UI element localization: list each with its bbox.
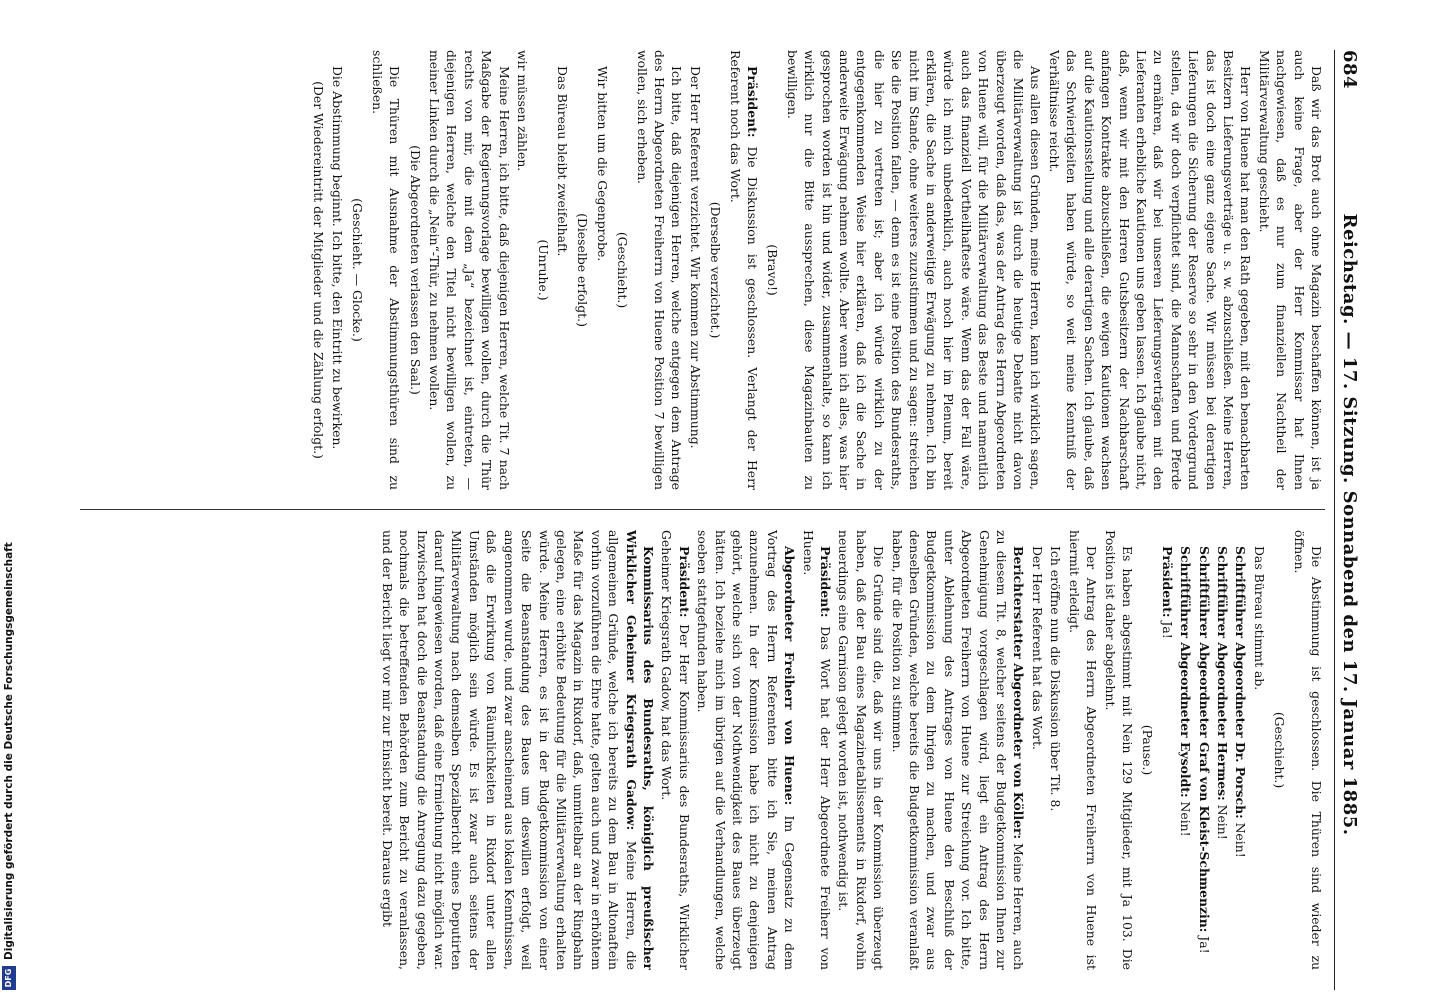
stage-direction: (Pause.) — [1140, 724, 1156, 776]
speaker-name: Präsident: — [818, 546, 834, 618]
credit-text: Digitalisierung gefördert durch die Deutsche Forschungsgemeinschaft — [3, 542, 15, 960]
dfg-logo: DFG — [2, 966, 16, 990]
text-paragraph: Die Abstimmung beginnt. Ich bitte, den Eintritt zu bewirken. — [330, 66, 346, 450]
speaker-name: Präsident: — [745, 66, 760, 138]
page-title: Reichstag. — 17. Sitzung. Sonnabend den 17. Januar 1885. — [1339, 213, 1361, 836]
text-paragraph: Wir bitten um die Gegenprobe. — [594, 66, 610, 262]
speech-text: Das Wort hat der Herr Abgeordnete Freiherr von Huene. — [800, 530, 834, 970]
text-paragraph: Das Büreau stimmt ab. — [1251, 546, 1267, 691]
speech-text: Meine Herren, auch zu diesem Tit. 8, welcher seitens der Budgetkommission Ihnen zur Genehmigung vorgeschlagen wird, liegt ein Antrag des Herrn Abgeordneten Freiherrn von Huene zur Streichung vor. Ich bitte, unter Ablehnung des Antrages von Huene den Beschluß der Budgetkommission zu dem Ihrigen zu machen, und zwar aus denselben Gründen, welche bereits die Budgetkommission veranlaßt haben, für die Position zu stimmen. — [889, 530, 1027, 970]
text-paragraph: Herr von Huene hat man den Rath gegeben, mit den benachbarten Besitzern Lieferungsverträge u. s. w. abzuschließen. Meine Herren, das ist doch eine ganz eigene Sache. Wir müssen bei derartigen Lieferungen die Sicherung der Reserve so sehr in den Vordergrund stellen, da wir doch verpflichtet sind, die Mannschaften und Pferde zu ernähren, daß wir bei unseren Lieferungsverträgen mit den Lieferanten erhebliche Kautionen uns geben lassen. Ich glaube nicht, daß, wenn wir mit den Herren Gutsbesitzern der Nachbarschaft anfangen Kontrakte abzuschließen, die ewigen Kautionen wachsen auf die Kautionsstellung und alle derartigen Sachen. Ich glaube, daß das Schwierigkeiten haben würde, so weit meine Kenntniß der Verhältnisse reicht. — [1046, 50, 1254, 490]
digitization-credit — [2, 542, 16, 990]
speech-text: Der Herr Kommissarius des Bundesraths, Wirklicher Geheimer Kriegsrath Gadow, hat das Wort. — [659, 530, 692, 970]
stage-direction: (Unruhe.) — [535, 239, 551, 301]
speaker-name: Präsident: — [1159, 546, 1175, 618]
stage-direction: (Der Wiedereintritt der Mitglieder und die Zählung erfolgt.) — [310, 81, 326, 459]
speaker-name: Abgeordneter Freiherr von Huene: — [782, 546, 798, 806]
speech-paragraph — [1158, 530, 1175, 970]
text-paragraph: Ich eröffne nun die Diskussion über Tit. 8. — [1048, 546, 1064, 812]
speech-paragraph — [1214, 530, 1231, 970]
text-paragraph: Das Büreau bleibt zweifelhaft. — [554, 66, 570, 257]
speech-paragraph — [799, 530, 834, 970]
text-paragraph: Ich bitte, daß diejenigen Herren, welche entgegen dem Antrage des Herrn Abgeordneten Freiherrn von Huene Position 7 bewilligen wollen, sich erheben. — [634, 50, 685, 490]
speech-paragraph — [658, 530, 693, 970]
speech-text: Die Diskussion ist geschlossen. Verlangt der Herr Referent noch das Wort. — [727, 50, 760, 490]
speech-paragraph — [1232, 530, 1249, 970]
text-paragraph: Aus allen diesen Gründen, meine Herren, kann ich wirklich sagen, die Militärverwaltung ist durch die heutige Debatte nicht davon überzeugt worden, daß das, was der Antrag des Herrn Abgeordneten von Huene will, für die Militärverwaltung das Beste und namentlich auch das finanziell Vortheilhafteste wäre. Wenn das der Fall wäre, würde ich mich unbedenklich, auch noch hier im Plenum, bereit erklären, die Sache in anderweitige Erwägung zu nehmen. Ich bin nicht im Stande, ohne weiteres zuzustimmen und zu sagen: streichen Sie die Position fallen, — denn es ist eine Position des Bundesraths, die hier zu vertreten ist; aber ich würde wirklich zu der entgegenkommenden Weise hier erklären, daß ich die Sache in anderweite Erwägung nehmen wollte. Aber wenn ich alles, was hier gesprochen worden ist hin und wider, zusammenhalte, so kann ich wirklich nur die Bitte aussprechen, diese Magazinbauten zu bewilligen. — [784, 50, 1044, 490]
left-column — [80, 50, 1325, 490]
speech-text: Ja! — [1196, 932, 1212, 954]
text-paragraph: Der Herr Referent verzichtet. Wir kommen zur Abstimmung. — [687, 66, 703, 449]
speech-text: Im Gegensatz zu dem Vortrag des Herrn Referenten bitte ich Sie, meinen Antrag anzunehmen. In der Kommission habe ich nicht zu denjenigen gehört, welche sich von der Nothwendigkeit des Baues überzeugt hätten. Ich beziehe mich im übrigen auf die Verhandlungen, welche soeben stattgefunden haben. — [695, 530, 798, 970]
stage-direction: (Die Abgeordneten verlassen den Saal.) — [407, 145, 423, 395]
speaker-name: Schriftführer Abgeordneter Eysoldt: — [1178, 546, 1194, 798]
speaker-name: Berichterstatter Abgeordneter von Köller: — [1011, 546, 1027, 840]
speech-text: Ja! — [1159, 617, 1175, 639]
stage-direction: (Geschieht.) — [615, 231, 631, 309]
speech-text: Nein! — [1178, 797, 1194, 837]
speaker-name: Schriftführer Abgeordneter Hermes: — [1214, 546, 1230, 801]
stage-direction: (Bravo!) — [765, 244, 781, 296]
text-paragraph: Die Thüren mit Ausnahme der Abstimmungsthüren sind zu schließen. — [369, 50, 403, 490]
text-paragraph: Daß wir das Brot auch ohne Magazin beschaffen können, ist ja auch keine Frage, aber der Herr Kommissar hat Ihnen nachgewiesen, daß es nur zum finanziellen Nachtheil der Militärverwaltung geschieht. — [1256, 50, 1324, 490]
document-page — [65, 50, 1365, 990]
speech-paragraph — [694, 530, 798, 970]
page-number: 684 — [1339, 50, 1361, 90]
column-divider — [80, 509, 1325, 510]
text-paragraph: Es haben abgestimmt mit Nein 129 Mitglieder, mit Ja 103. Die Position ist daher abgelehnt. — [1102, 530, 1135, 970]
text-paragraph: Meine Herren, ich bitte, daß diejenigen Herren, welche Tit. 7 nach Maßgabe der Regierungsvorlage bewilligen wollen, durch die Thür rechts von mir, die mit dem „Ja“ bezeichnet ist, eintreten, — diejenigen Herren, welche den Titel nicht bewilligen wollen, zu meiner Linken durch die „Nein“-Thür, zu nehmen wollen. — [427, 50, 512, 490]
text-paragraph: wir müssen zählen. — [515, 50, 531, 172]
text-paragraph: Der Herr Referent hat das Wort. — [1029, 546, 1045, 750]
stage-direction: (Dieselbe erfolgt.) — [575, 213, 591, 327]
speech-paragraph — [726, 50, 761, 490]
speech-paragraph — [1177, 530, 1194, 970]
speaker-name: Präsident: — [676, 546, 692, 618]
text-paragraph: Die Abstimmung ist geschlossen. Die Thüren sind wieder zu öffnen. — [1291, 530, 1324, 970]
speech-paragraph — [888, 530, 1027, 970]
speech-paragraph — [1195, 530, 1212, 970]
text-paragraph: Die Gründe sind die, daß wir uns in der Kommission überzeugt haben, daß der Bau eines Magazinetablissements in Rixdorf, wohin neuerdings eine Garnison gelegt worden ist, nothwendig ist. — [836, 530, 887, 970]
text-paragraph: Der Antrag des Herrn Abgeordneten Freiherrn von Huene ist hiermit erledigt. — [1066, 530, 1100, 970]
speaker-name: Schriftführer Abgeordneter Graf von Kleist-Schmenzin: — [1196, 546, 1212, 933]
stage-direction: (Geschieht.) — [1272, 711, 1288, 789]
speech-paragraph — [378, 530, 657, 970]
stage-direction: (Geschieht. — Glocke.) — [350, 198, 366, 342]
page-header — [1334, 50, 1365, 990]
speech-text: Nein! — [1233, 818, 1249, 858]
right-column — [80, 530, 1325, 970]
speech-text: Meine Herren, die allgemeinen Gründe, welche ich bereits zu dem Bau in Altonaftein vorhin vorzuführen die Ehre hatte, gelten auch und zwar in erhöhtem Maße für das Magazin in Rixdorf, daß, unmittelbar an der Ringbahn gelegen, eine erhöhte Bedeutung für die Militärverwaltung erhalten würde. Meine Herren, es ist in der Budgetkommission von einer Seite die Beanstandung des Baues um deswillen erfolgt, weil angenommen wurde, und zwar anscheinend aus lokalen Kenntnissen, daß die Erwirkung von Räumlichkeiten in Rixdorf unter allen Umständen möglich sein würde. Es ist zwar auch seitens der Militärverwaltung nach demselben Spezialbericht eines Deputirten darauf hingewiesen worden, daß eine Ermiethung nicht möglich war. Inzwischen hat doch die Beanstandung die Anregung dazu gegeben, nochmals die betreffenden Behörden zum Bericht zu veranlassen, und der Bericht liegt vor mir zur Einsicht bereit. Daraus ergibt — [379, 530, 639, 970]
speaker-name: Kommissarius des Bundesraths, königlich preußischer Wirklicher Geheimer Kriegsrath Gadow: — [623, 530, 656, 970]
speech-text: Nein! — [1214, 800, 1230, 840]
stage-direction: (Derselbe verzichtet.) — [708, 201, 724, 339]
speaker-name: Schriftführer Abgeordneter Dr. Porsch: — [1233, 546, 1249, 819]
